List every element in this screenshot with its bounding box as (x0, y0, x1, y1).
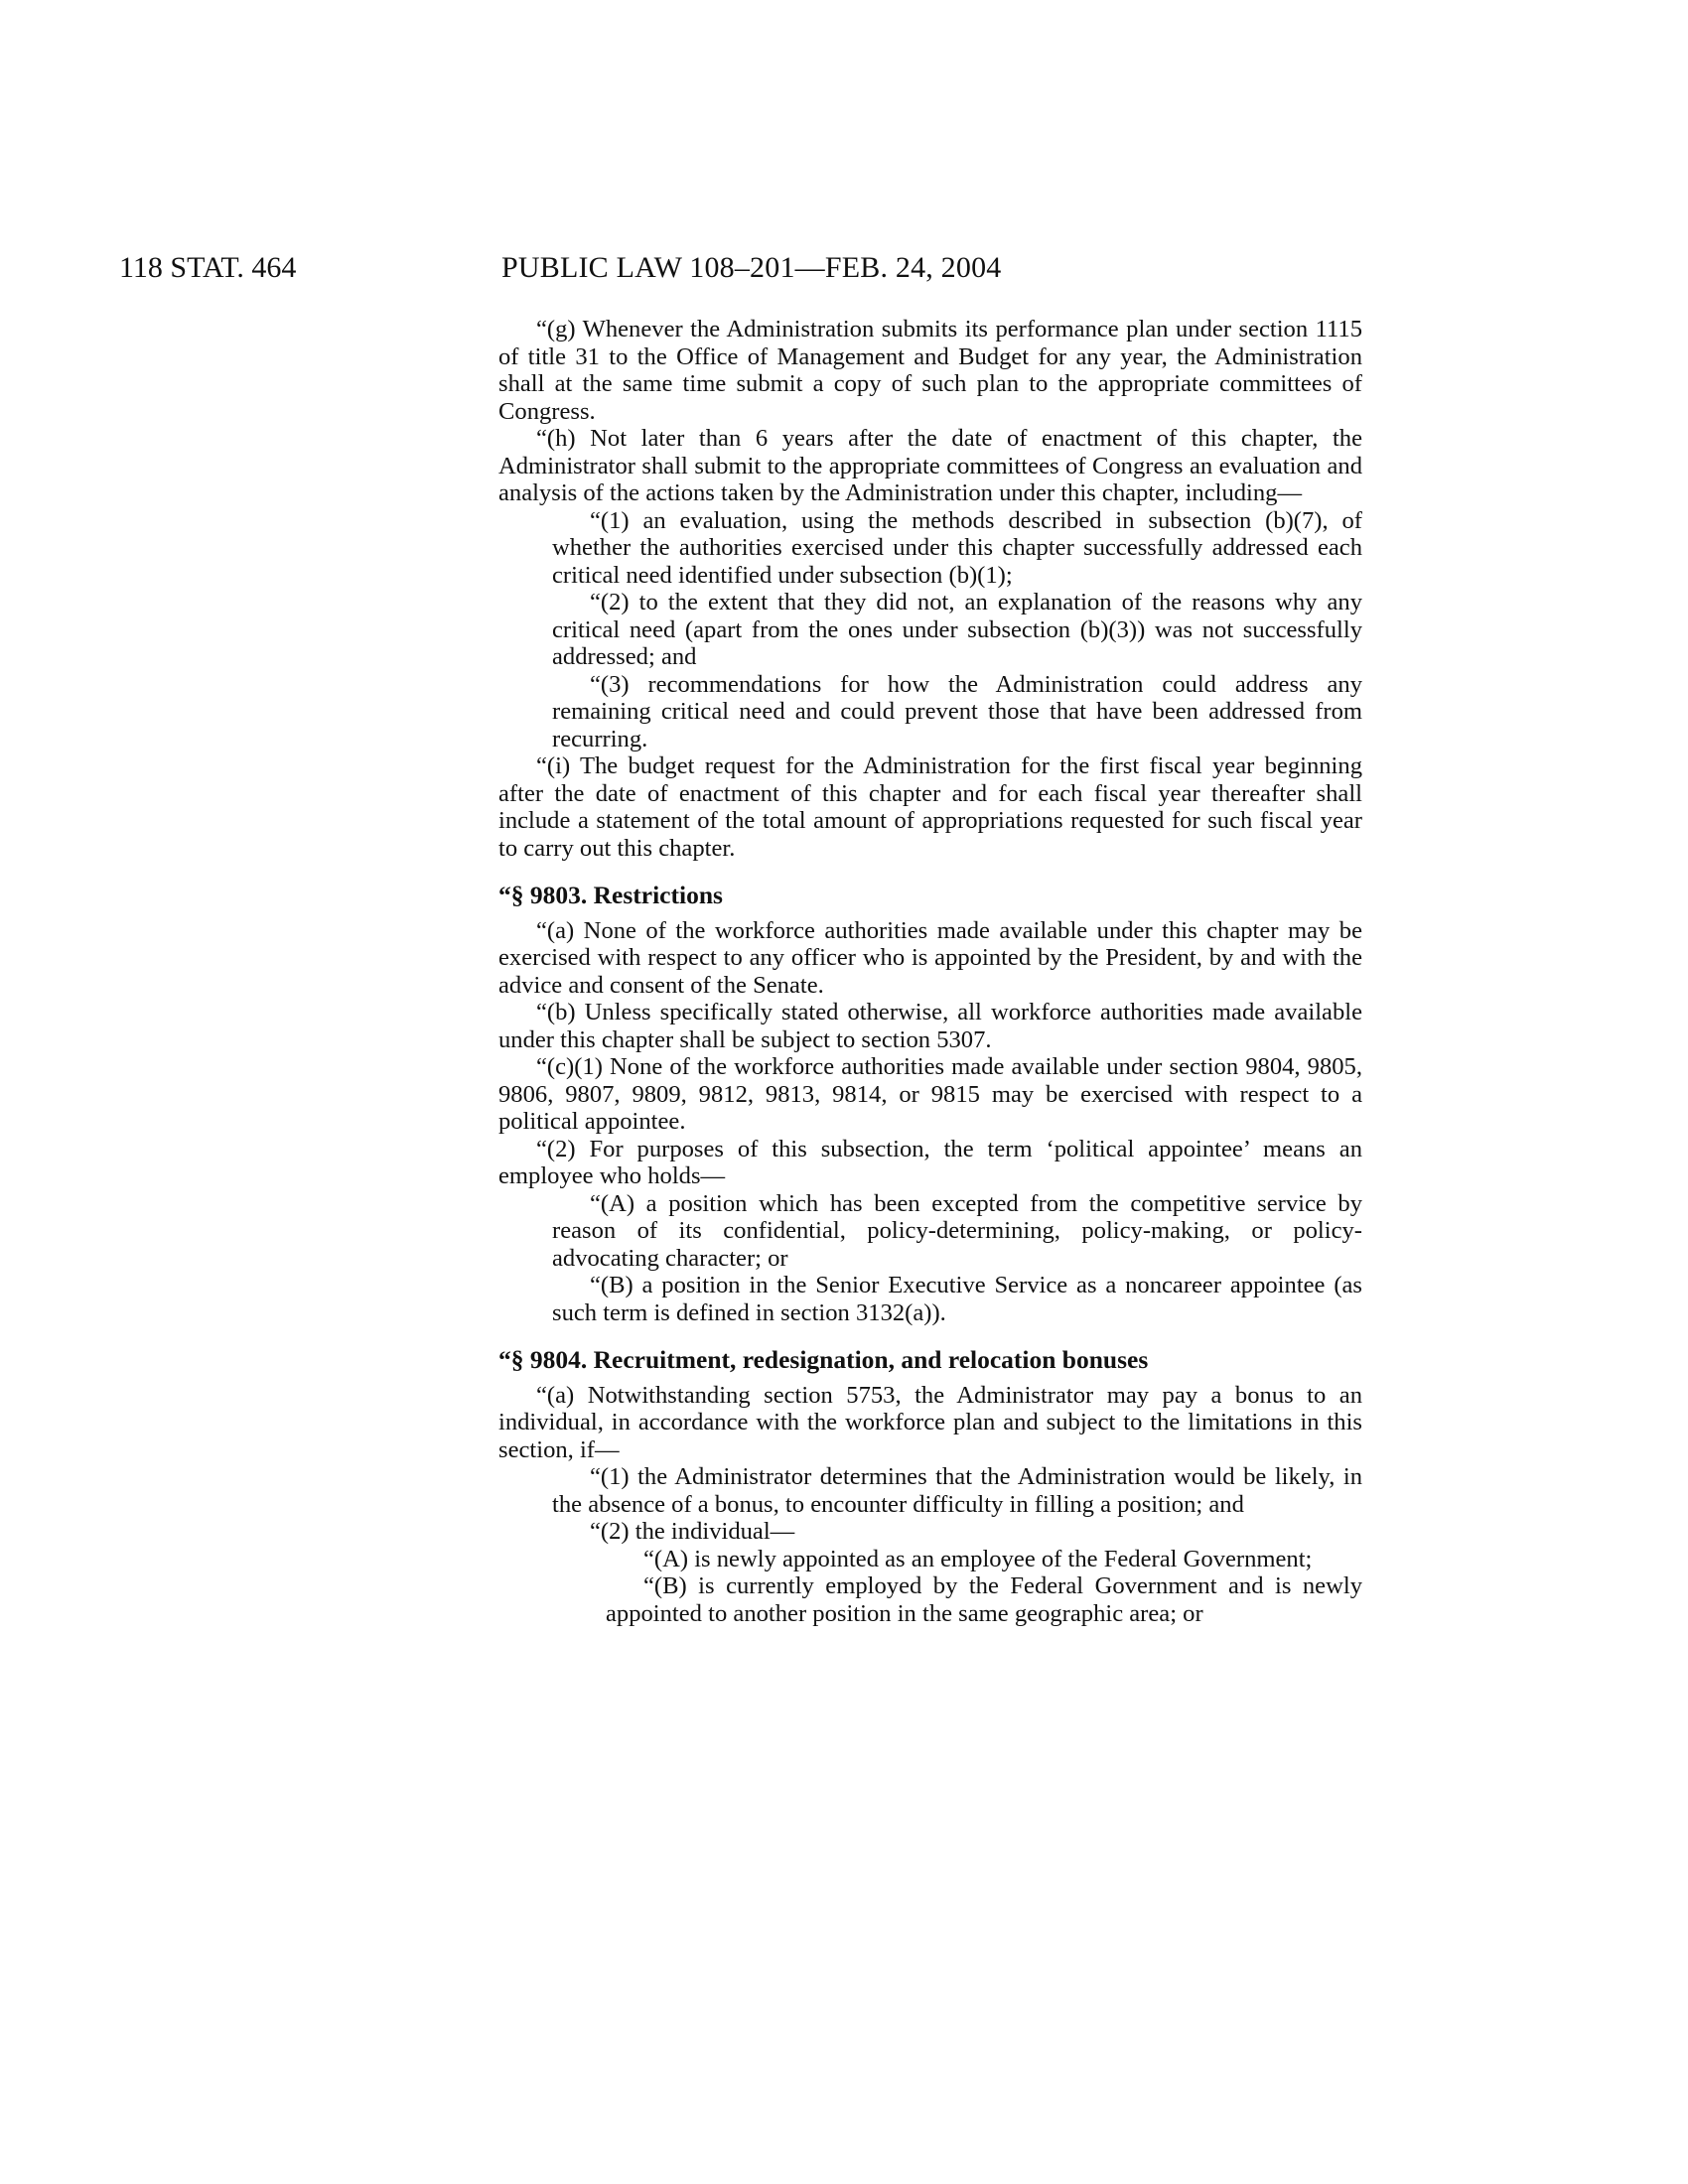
page-header (0, 248, 1688, 288)
paragraph-h-2: “(2) to the extent that they did not, an explanation of the reasons why any critical need (apart from the ones under subsection (b)(3)) was not successfully addressed; and (552, 589, 1362, 670)
restriction-a: “(a) None of the workforce authorities made available under this chapter may be exercised with respect to any officer who is appointed by the President, by and with the advice and consent of the Senate. (498, 916, 1362, 999)
bonus-a-2-B: “(B) is currently employed by the Federal Government and is newly appointed to another position in the same geographic area; or (606, 1572, 1362, 1627)
bonus-a: “(a) Notwithstanding section 5753, the Administrator may pay a bonus to an individual, in accordance with the workforce plan and subject to the limitations in this section, if— (498, 1381, 1362, 1463)
public-law-citation: PUBLIC LAW 108–201—FEB. 24, 2004 (501, 251, 1002, 284)
section-heading-9803: “§ 9803. Restrictions (498, 881, 723, 909)
restriction-c-2: “(2) For purposes of this subsection, the term ‘political appointee’ means an employee who holds— (498, 1135, 1362, 1189)
restriction-c-2-A: “(A) a position which has been excepted from the competitive service by reason of its confidential, policy-determining, policy-making, or policy-advocating character; or (552, 1189, 1362, 1272)
paragraph-h: “(h) Not later than 6 years after the date of enactment of this chapter, the Administrator shall submit to the appropriate committees of Congress an evaluation and analysis of the actions taken by the Administration under this chapter, including— (498, 425, 1362, 506)
paragraph-i: “(i) The budget request for the Administration for the first fiscal year beginning after the date of enactment of this chapter and for each fiscal year thereafter shall include a statement of the total amount of appropriations requested for such fiscal year to carry out this chapter. (498, 752, 1362, 862)
statute-page-number: 118 STAT. 464 (119, 251, 297, 284)
paragraph-h-1: “(1) an evaluation, using the methods described in subsection (b)(7), of whether the authorities exercised under this chapter successfully addressed each critical need identified under subsection (b)(1); (552, 506, 1362, 589)
restriction-b: “(b) Unless specifically stated otherwise, all workforce authorities made available under this chapter shall be subject to section 5307. (498, 999, 1362, 1053)
restriction-c-2-B: “(B) a position in the Senior Executive Service as a noncareer appointee (as such term is defined in section 3132(a)). (552, 1272, 1362, 1326)
restriction-c-1: “(c)(1) None of the workforce authorities made available under section 9804, 9805, 9806, 9807, 9809, 9812, 9813, 9814, or 9815 may be exercised with respect to a political appointee. (498, 1053, 1362, 1135)
section-heading-9804: “§ 9804. Recruitment, redesignation, and relocation bonuses (498, 1345, 1149, 1374)
paragraph-h-3: “(3) recommendations for how the Administration could address any remaining critical need and could prevent those that have been addressed from recurring. (552, 670, 1362, 752)
bonus-a-2-A: “(A) is newly appointed as an employee of the Federal Government; (643, 1545, 1313, 1572)
document-body (498, 316, 1362, 1627)
bonus-a-1: “(1) the Administrator determines that the Administration would be likely, in the absence of a bonus, to encounter difficulty in filling a position; and (552, 1463, 1362, 1518)
paragraph-g: “(g) Whenever the Administration submits its performance plan under section 1115 of title 31 to the Office of Management and Budget for any year, the Administration shall at the same time submit a copy of such plan to the appropriate committees of Congress. (498, 316, 1362, 425)
bonus-a-2: “(2) the individual— (590, 1518, 795, 1545)
